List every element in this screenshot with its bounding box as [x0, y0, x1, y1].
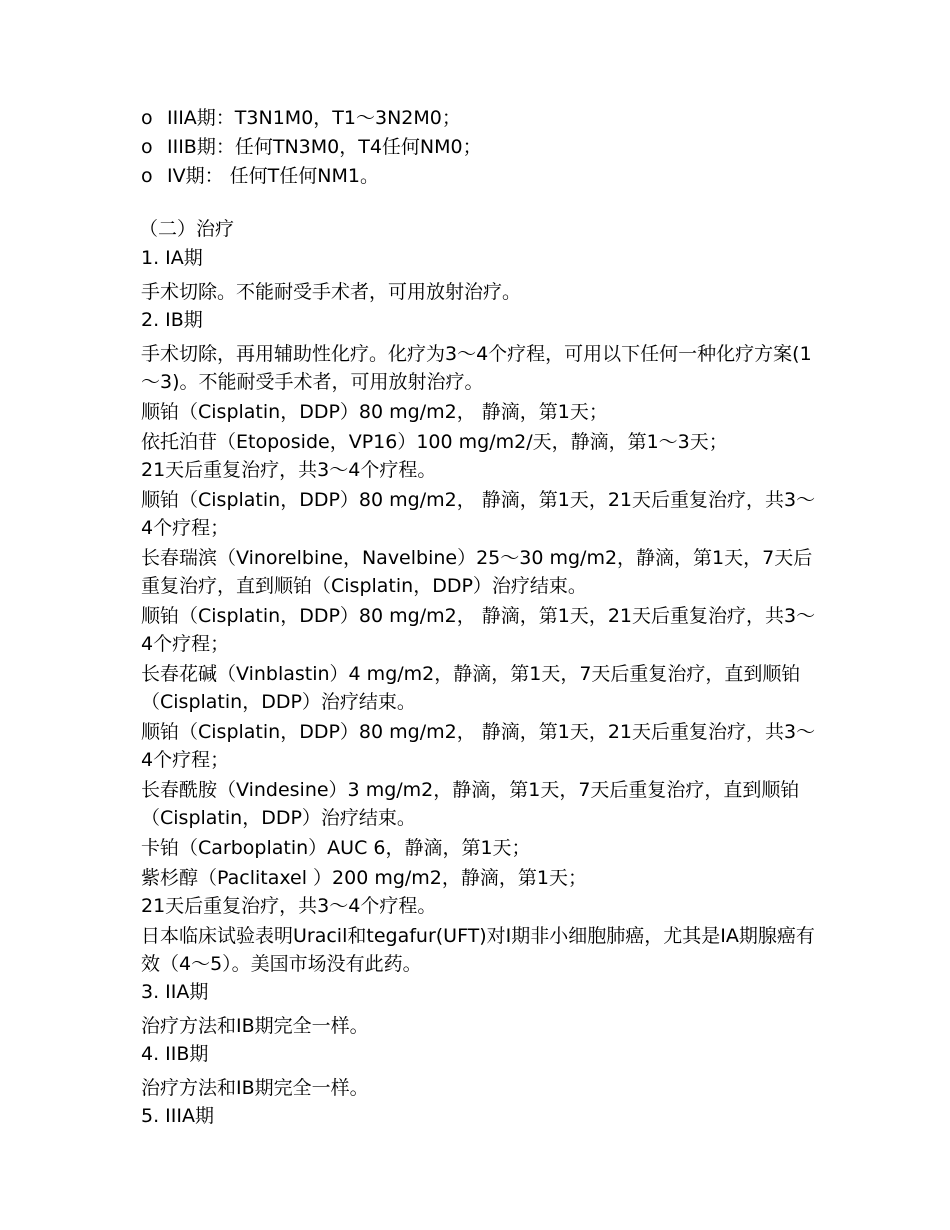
list-item [141, 133, 821, 162]
paragraph: 手术切除，再用辅助性化疗。化疗为3～4个疗程，可用以下任何一种化疗方案(1～3)。不能耐受手术者，可用放射治疗。 [141, 343, 812, 393]
regimen-line: 顺铂（Cisplatin，DDP）80 mg/m2， 静滴，第1天，21天后重复治疗，共3～4个疗程； [141, 489, 816, 539]
heading-ib: 2. IB期 [141, 309, 203, 331]
paragraph: 手术切除。不能耐受手术者，可用放射治疗。 [141, 281, 522, 303]
regimen-line: 依托泊苷（Etoposide，VP16）100 mg/m2/天，静滴，第1～3天； [141, 431, 728, 453]
regimen-line: 长春酰胺（Vindesine）3 mg/m2，静滴，第1天，7天后重复治疗，直到顺铂（Cisplatin，DDP）治疗结束。 [141, 779, 800, 829]
paragraph: 治疗方法和IB期完全一样。 [141, 1015, 369, 1037]
heading-iib: 4. IIB期 [141, 1043, 209, 1065]
regimen-line: 长春花碱（Vinblastin）4 mg/m2，静滴，第1天，7天后重复治疗，直到顺铂（Cisplatin，DDP）治疗结束。 [141, 663, 801, 713]
bullet-marker: o [141, 136, 153, 158]
treatment-content [141, 244, 821, 1130]
regimen-line: 长春瑞滨（Vinorelbine，Navelbine）25～30 mg/m2，静滴，第1天，7天后重复治疗，直到顺铂（Cisplatin，DDP）治疗结束。 [141, 547, 813, 597]
list-item-text: IIIB期：任何TN3M0，T4任何NM0； [167, 136, 482, 158]
regimen-line: 21天后重复治疗，共3～4个疗程。 [141, 459, 437, 481]
regimen-line: 紫杉醇（Paclitaxel ）200 mg/m2，静滴，第1天； [141, 867, 587, 889]
paragraph: 治疗方法和IB期完全一样。 [141, 1077, 369, 1099]
regimen-line: 卡铂（Carboplatin）AUC 6，静滴，第1天； [141, 837, 531, 859]
regimen-line: 顺铂（Cisplatin，DDP）80 mg/m2， 静滴，第1天，21天后重复治疗，共3～4个疗程； [141, 721, 816, 771]
heading-iia: 3. IIA期 [141, 981, 209, 1003]
bullet-marker: o [141, 107, 153, 129]
regimen-line: 21天后重复治疗，共3～4个疗程。 [141, 895, 437, 917]
section-title: （二）治疗 [139, 218, 235, 240]
list-item-text: IV期： 任何T任何NM1。 [167, 165, 379, 187]
regimen-line: 顺铂（Cisplatin，DDP）80 mg/m2， 静滴，第1天； [141, 401, 608, 423]
list-item [141, 162, 821, 191]
paragraph: 日本临床试验表明Uracil和tegafur(UFT)对I期非小细胞肺癌，尤其是IA期腺癌有效（4～5）。美国市场没有此药。 [141, 925, 815, 975]
stage-list [141, 104, 821, 191]
document-page [141, 104, 821, 1130]
heading-ia: 1. IA期 [141, 247, 203, 269]
bullet-marker: o [141, 165, 153, 187]
heading-iiia: 5. IIIA期 [141, 1105, 214, 1127]
regimen-line: 顺铂（Cisplatin，DDP）80 mg/m2， 静滴，第1天，21天后重复治疗，共3～4个疗程； [141, 605, 816, 655]
list-item [141, 104, 821, 133]
list-item-text: IIIA期：T3N1M0，T1～3N2M0； [167, 107, 461, 129]
